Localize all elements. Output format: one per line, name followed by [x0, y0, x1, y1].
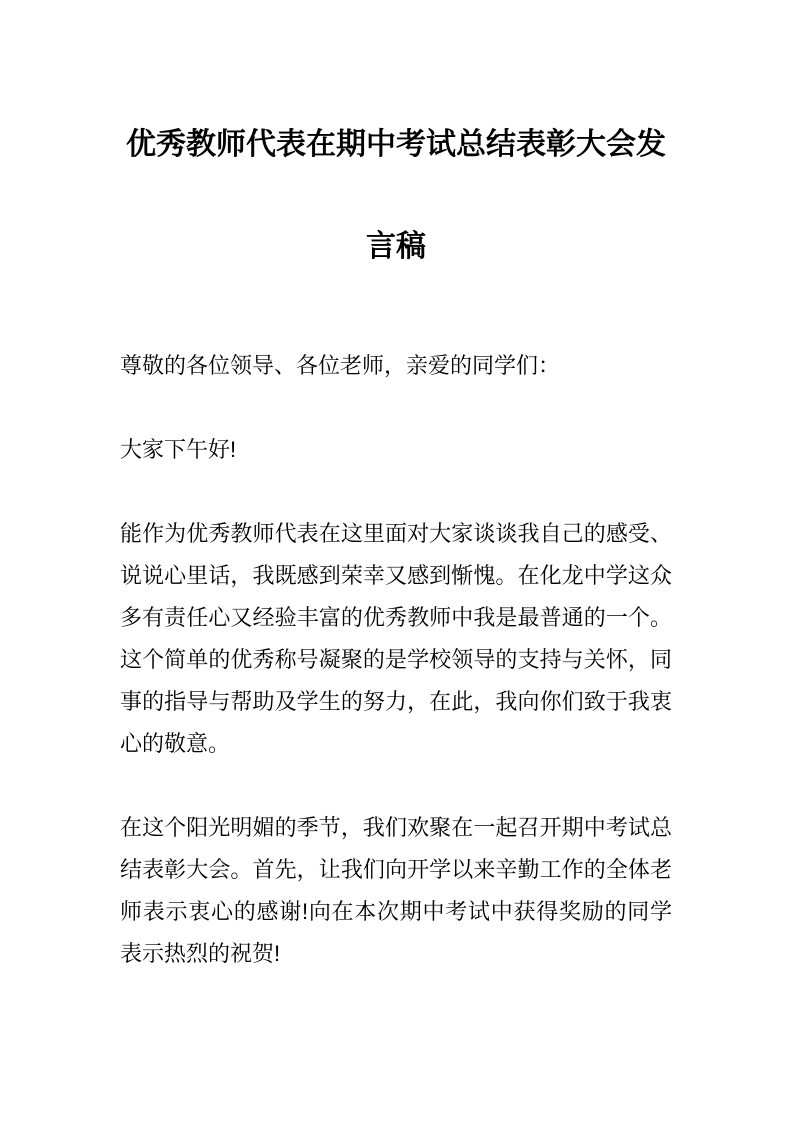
paragraph-salutation: 尊敬的各位领导、各位老师，亲爱的同学们：	[120, 353, 561, 378]
document-title-line-2: 言稿	[366, 230, 426, 263]
paragraph-greeting: 大家下午好!	[120, 437, 237, 462]
document-title-line-1: 优秀教师代表在期中考试总结表彰大会发	[126, 128, 666, 161]
document-title	[120, 94, 672, 298]
paragraph-body-2: 在这个阳光明媚的季节，我们欢聚在一起召开期中考试总结表彰大会。首先，让我们向开学以来辛勤工作的全体老师表示衷心的感谢!向在本次期中考试中获得奖励的同学表示热烈的祝贺!	[120, 815, 672, 966]
paragraph-body-1: 能作为优秀教师代表在这里面对大家谈谈我自己的感受、说说心里话，我既感到荣幸又感到惭愧。在化龙中学这众多有责任心又经验丰富的优秀教师中我是最普通的一个。这个简单的优秀称号凝聚的是学校领导的支持与关怀，同事的指导与帮助及学生的努力，在此，我向你们致于我衷心的敬意。	[120, 521, 672, 756]
